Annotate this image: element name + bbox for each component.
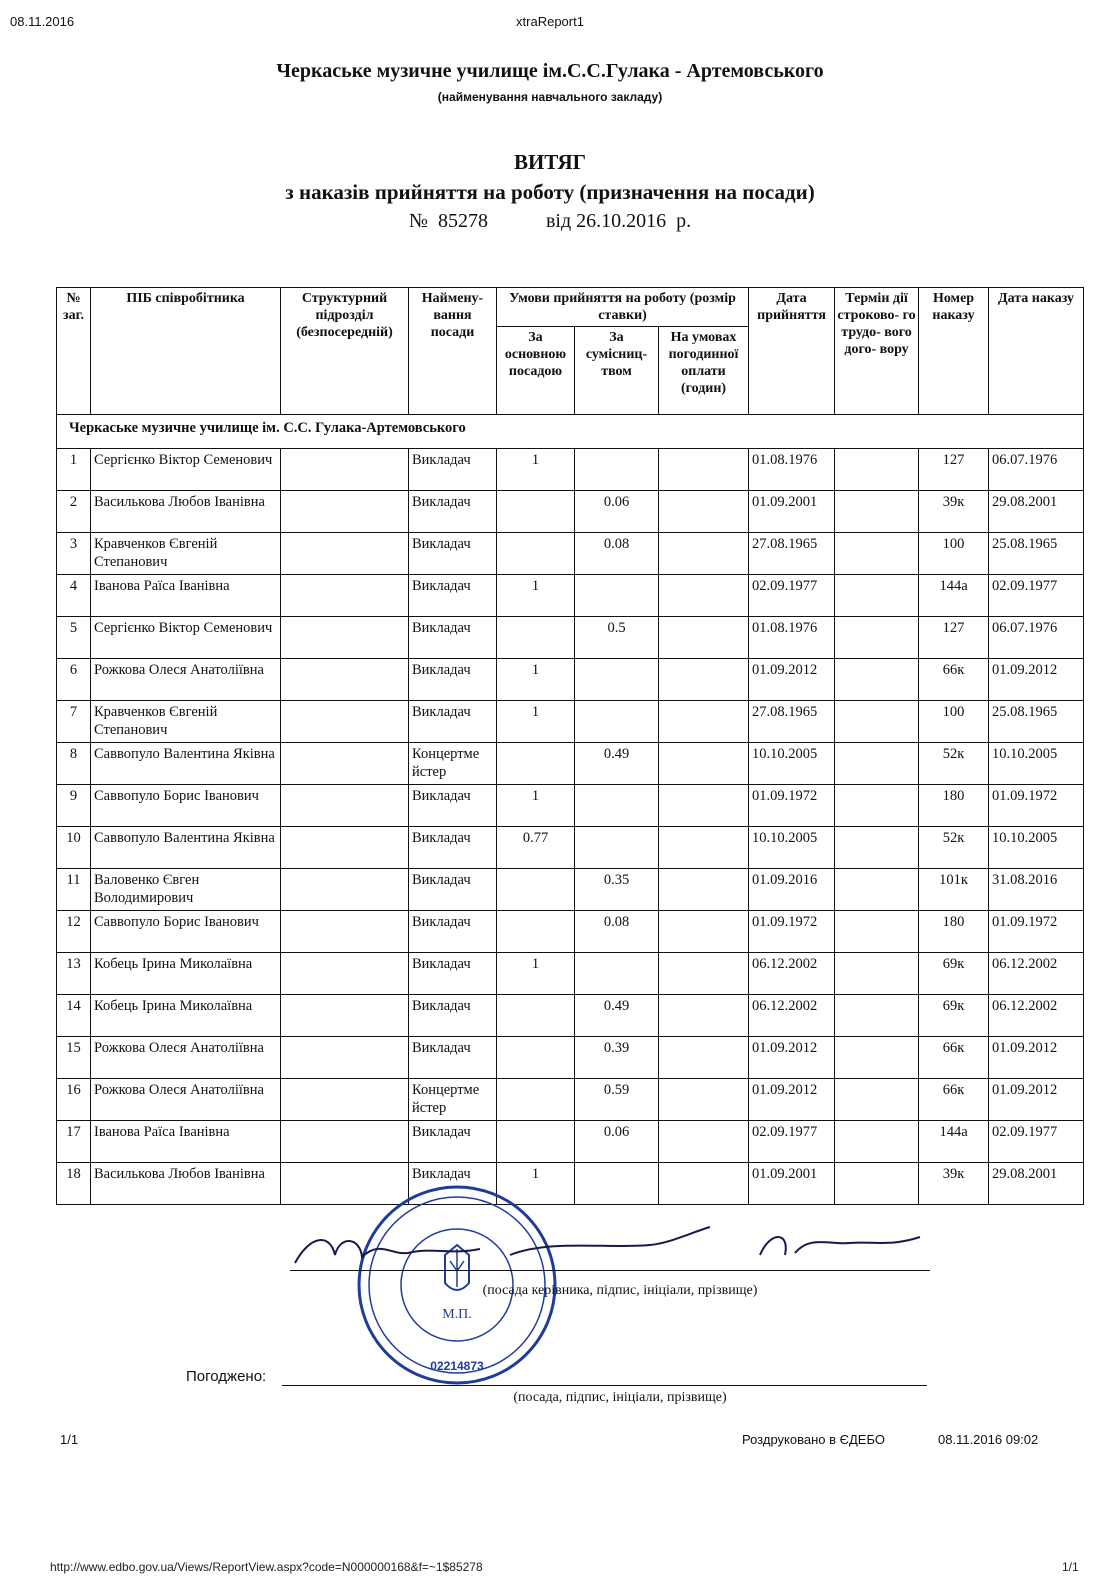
date-suffix: р. (676, 210, 692, 232)
header-name: ПІБ співробітника (91, 288, 281, 415)
unit-cell (281, 827, 409, 869)
printed-at: 08.11.2016 09:02 (938, 1432, 1039, 1447)
table-row (57, 617, 1084, 659)
employee-name: Рожкова Олеся Анатоліївна (91, 1079, 281, 1121)
unit-cell (281, 701, 409, 743)
position-cell: Концертме йстер (409, 1079, 497, 1121)
position-cell: Викладач (409, 701, 497, 743)
unit-cell (281, 617, 409, 659)
row-number: 2 (57, 491, 91, 533)
employee-name: Рожкова Олеся Анатоліївна (91, 1037, 281, 1079)
hire-date-cell: 27.08.1965 (749, 533, 835, 575)
row-number: 17 (57, 1121, 91, 1163)
row-number: 9 (57, 785, 91, 827)
order-date-cell: 25.08.1965 (989, 701, 1084, 743)
part-time-rate-cell (575, 575, 659, 617)
document-number-line (0, 210, 1100, 233)
order-number-cell: 39к (919, 1163, 989, 1205)
position-cell: Викладач (409, 659, 497, 701)
position-cell: Концертме йстер (409, 743, 497, 785)
unit-cell (281, 575, 409, 617)
hire-date-cell: 01.09.2001 (749, 1163, 835, 1205)
header-num: № заг. (57, 288, 91, 415)
term-cell (835, 449, 919, 491)
part-time-rate-cell: 0.5 (575, 617, 659, 659)
employee-name: Саввопуло Валентина Яківна (91, 743, 281, 785)
position-cell: Викладач (409, 953, 497, 995)
table-row (57, 449, 1084, 491)
order-date-cell: 06.07.1976 (989, 617, 1084, 659)
hire-date-cell: 06.12.2002 (749, 953, 835, 995)
employee-name: Кравченков Євгеній Степанович (91, 533, 281, 575)
hourly-cell (659, 1163, 749, 1205)
hire-date-cell: 06.12.2002 (749, 995, 835, 1037)
footer-page-number: 1/1 (1062, 1560, 1079, 1574)
main-rate-cell: 0.77 (497, 827, 575, 869)
main-rate-cell (497, 491, 575, 533)
hire-date-cell: 01.08.1976 (749, 449, 835, 491)
order-number-cell: 66к (919, 1037, 989, 1079)
unit-cell (281, 1079, 409, 1121)
document-title: ВИТЯГ (513, 150, 587, 174)
term-cell (835, 533, 919, 575)
term-cell (835, 1121, 919, 1163)
order-date-cell: 01.09.1972 (989, 911, 1084, 953)
document-subtitle: з наказів прийняття на роботу (призначення на посади) (285, 180, 815, 204)
employee-name: Кобець Ірина Миколаївна (91, 995, 281, 1037)
order-number-cell: 69к (919, 995, 989, 1037)
order-number-cell: 100 (919, 533, 989, 575)
header-order-no: Номер наказу (919, 288, 989, 415)
main-rate-cell: 1 (497, 785, 575, 827)
header-main: За основною посадою (497, 327, 575, 415)
term-cell (835, 785, 919, 827)
order-date-cell: 02.09.1977 (989, 575, 1084, 617)
row-number: 10 (57, 827, 91, 869)
part-time-rate-cell: 0.35 (575, 869, 659, 911)
employee-name: Сергієнко Віктор Семенович (91, 617, 281, 659)
row-number: 5 (57, 617, 91, 659)
order-date-cell: 01.09.1972 (989, 785, 1084, 827)
institution-name: Черкаське музичне училище ім.С.С.Гулака - Артемовського (276, 60, 824, 82)
signature-handwriting (290, 1225, 930, 1270)
term-cell (835, 869, 919, 911)
order-number-cell: 52к (919, 743, 989, 785)
header-position: Наймену- вання посади (409, 288, 497, 415)
position-cell: Викладач (409, 1037, 497, 1079)
term-cell (835, 827, 919, 869)
order-date-cell: 31.08.2016 (989, 869, 1084, 911)
order-date-cell: 10.10.2005 (989, 827, 1084, 869)
unit-cell (281, 995, 409, 1037)
order-number-cell: 100 (919, 701, 989, 743)
employee-name: Саввопуло Борис Іванович (91, 785, 281, 827)
order-date-cell: 01.09.2012 (989, 659, 1084, 701)
order-number-cell: 144а (919, 1121, 989, 1163)
signature-area (290, 1225, 930, 1270)
table-row (57, 575, 1084, 617)
document-number: 85278 (437, 210, 488, 232)
part-time-rate-cell (575, 449, 659, 491)
stamp-code: 02214873 (430, 1359, 484, 1373)
signature-caption: (посада керівника, підпис, ініціали, прізвище) (482, 1283, 758, 1298)
row-number: 18 (57, 1163, 91, 1205)
extract-table (56, 287, 1084, 1205)
term-cell (835, 701, 919, 743)
order-date-cell: 06.12.2002 (989, 953, 1084, 995)
term-cell (835, 743, 919, 785)
hourly-cell (659, 743, 749, 785)
term-cell (835, 659, 919, 701)
employee-name: Сергієнко Віктор Семенович (91, 449, 281, 491)
order-number-cell: 180 (919, 911, 989, 953)
table-row (57, 743, 1084, 785)
row-number: 4 (57, 575, 91, 617)
part-time-rate-cell: 0.06 (575, 491, 659, 533)
order-date-cell: 29.08.2001 (989, 491, 1084, 533)
position-cell: Викладач (409, 869, 497, 911)
row-number: 16 (57, 1079, 91, 1121)
print-header (0, 14, 1100, 34)
hourly-cell (659, 575, 749, 617)
section-row (57, 415, 1084, 449)
term-cell (835, 911, 919, 953)
hire-date-cell: 27.08.1965 (749, 701, 835, 743)
print-date: 08.11.2016 (10, 14, 75, 29)
employee-name: Валовенко Євген Володимирович (91, 869, 281, 911)
order-date-cell: 29.08.2001 (989, 1163, 1084, 1205)
order-number-cell: 101к (919, 869, 989, 911)
hourly-cell (659, 617, 749, 659)
main-rate-cell: 1 (497, 701, 575, 743)
unit-cell (281, 785, 409, 827)
hire-date-cell: 02.09.1977 (749, 575, 835, 617)
part-time-rate-cell (575, 785, 659, 827)
part-time-rate-cell: 0.59 (575, 1079, 659, 1121)
unit-cell (281, 491, 409, 533)
header-term: Термін дії строково- го трудо- вого дого- вору (835, 288, 919, 415)
unit-cell (281, 911, 409, 953)
table-row (57, 701, 1084, 743)
row-number: 14 (57, 995, 91, 1037)
table-row (57, 659, 1084, 701)
hourly-cell (659, 785, 749, 827)
main-rate-cell (497, 533, 575, 575)
section-title: Черкаське музичне училище ім. С.С. Гулака-Артемовського (57, 415, 1084, 449)
hire-date-cell: 01.09.2012 (749, 1037, 835, 1079)
hire-date-cell: 01.09.1972 (749, 911, 835, 953)
date-prefix: від (545, 210, 572, 232)
employee-name: Рожкова Олеся Анатоліївна (91, 659, 281, 701)
term-cell (835, 953, 919, 995)
unit-cell (281, 533, 409, 575)
agreed-label: Погоджено: (186, 1368, 267, 1385)
hourly-cell (659, 911, 749, 953)
table-row (57, 785, 1084, 827)
part-time-rate-cell (575, 953, 659, 995)
table-row (57, 995, 1084, 1037)
row-number: 1 (57, 449, 91, 491)
unit-cell (281, 449, 409, 491)
number-prefix: № (408, 210, 428, 232)
hourly-cell (659, 827, 749, 869)
header-conditions: Умови прийняття на роботу (розмір ставки) (497, 288, 749, 327)
table-row (57, 953, 1084, 995)
order-number-cell: 66к (919, 1079, 989, 1121)
term-cell (835, 995, 919, 1037)
agreed-caption: (посада, підпис, ініціали, прізвище) (513, 1390, 727, 1405)
document-date: 26.10.2016 (576, 210, 667, 232)
hourly-cell (659, 701, 749, 743)
term-cell (835, 575, 919, 617)
term-cell (835, 617, 919, 659)
hire-date-cell: 01.09.2012 (749, 659, 835, 701)
employee-name: Саввопуло Борис Іванович (91, 911, 281, 953)
unit-cell (281, 1037, 409, 1079)
main-rate-cell (497, 995, 575, 1037)
main-rate-cell (497, 617, 575, 659)
order-number-cell: 66к (919, 659, 989, 701)
position-cell: Викладач (409, 617, 497, 659)
employee-name: Саввопуло Валентина Яківна (91, 827, 281, 869)
main-rate-cell: 1 (497, 449, 575, 491)
table-row (57, 911, 1084, 953)
unit-cell (281, 869, 409, 911)
position-cell: Викладач (409, 1121, 497, 1163)
main-rate-cell: 1 (497, 1163, 575, 1205)
row-number: 13 (57, 953, 91, 995)
employee-name: Василькова Любов Іванівна (91, 491, 281, 533)
row-number: 11 (57, 869, 91, 911)
main-rate-cell (497, 1121, 575, 1163)
order-date-cell: 06.07.1976 (989, 449, 1084, 491)
main-rate-cell (497, 1079, 575, 1121)
main-rate-cell (497, 911, 575, 953)
row-number: 15 (57, 1037, 91, 1079)
table-row (57, 869, 1084, 911)
position-cell: Викладач (409, 785, 497, 827)
unit-cell (281, 743, 409, 785)
order-number-cell: 52к (919, 827, 989, 869)
part-time-rate-cell (575, 659, 659, 701)
header-unit: Структурний підрозділ (безпосередній) (281, 288, 409, 415)
position-cell: Викладач (409, 491, 497, 533)
term-cell (835, 491, 919, 533)
table-row (57, 1163, 1084, 1205)
hire-date-cell: 01.09.2012 (749, 1079, 835, 1121)
position-cell: Викладач (409, 911, 497, 953)
part-time-rate-cell: 0.08 (575, 911, 659, 953)
order-date-cell: 01.09.2012 (989, 1079, 1084, 1121)
table-row (57, 1079, 1084, 1121)
hire-date-cell: 01.09.2016 (749, 869, 835, 911)
main-rate-cell: 1 (497, 575, 575, 617)
table-row (57, 533, 1084, 575)
position-cell: Викладач (409, 533, 497, 575)
position-cell: Викладач (409, 827, 497, 869)
stamp-center-text: М.П. (442, 1307, 472, 1322)
hire-date-cell: 01.09.1972 (749, 785, 835, 827)
position-cell: Викладач (409, 449, 497, 491)
table-row (57, 1121, 1084, 1163)
row-number: 3 (57, 533, 91, 575)
institution-caption: (найменування навчального закладу) (437, 90, 663, 104)
order-number-cell: 39к (919, 491, 989, 533)
hire-date-cell: 10.10.2005 (749, 743, 835, 785)
part-time-rate-cell: 0.06 (575, 1121, 659, 1163)
hourly-cell (659, 1079, 749, 1121)
employee-name: Кравченков Євгеній Степанович (91, 701, 281, 743)
hourly-cell (659, 659, 749, 701)
row-number: 12 (57, 911, 91, 953)
part-time-rate-cell (575, 827, 659, 869)
order-date-cell: 06.12.2002 (989, 995, 1084, 1037)
unit-cell (281, 953, 409, 995)
printed-label: Роздруковано в ЄДЕБО (742, 1432, 885, 1447)
position-cell: Викладач (409, 1163, 497, 1205)
order-number-cell: 127 (919, 617, 989, 659)
report-url-link[interactable]: http://www.edbo.gov.ua/Views/ReportView.aspx?code=N000000168&f=~1$85278 (50, 1560, 483, 1574)
unit-cell (281, 659, 409, 701)
row-number: 8 (57, 743, 91, 785)
term-cell (835, 1037, 919, 1079)
report-title: xtraReport1 (516, 14, 584, 29)
hourly-cell (659, 533, 749, 575)
order-number-cell: 69к (919, 953, 989, 995)
part-time-rate-cell: 0.39 (575, 1037, 659, 1079)
order-date-cell: 02.09.1977 (989, 1121, 1084, 1163)
main-rate-cell (497, 869, 575, 911)
hourly-cell (659, 1121, 749, 1163)
header-part-time: За сумісниц- твом (575, 327, 659, 415)
employee-name: Іванова Раїса Іванівна (91, 1121, 281, 1163)
part-time-rate-cell: 0.08 (575, 533, 659, 575)
hourly-cell (659, 869, 749, 911)
employee-name: Кобець Ірина Миколаївна (91, 953, 281, 995)
table-row (57, 1037, 1084, 1079)
order-number-cell: 127 (919, 449, 989, 491)
hourly-cell (659, 449, 749, 491)
position-cell: Викладач (409, 575, 497, 617)
hourly-cell (659, 953, 749, 995)
table-row (57, 491, 1084, 533)
term-cell (835, 1079, 919, 1121)
header-hire-date: Дата прийняття (749, 288, 835, 415)
row-number: 6 (57, 659, 91, 701)
hire-date-cell: 10.10.2005 (749, 827, 835, 869)
order-number-cell: 144а (919, 575, 989, 617)
part-time-rate-cell (575, 701, 659, 743)
main-rate-cell: 1 (497, 659, 575, 701)
order-date-cell: 10.10.2005 (989, 743, 1084, 785)
page-number: 1/1 (60, 1432, 79, 1447)
hourly-cell (659, 491, 749, 533)
signature-line (290, 1270, 930, 1271)
order-date-cell: 01.09.2012 (989, 1037, 1084, 1079)
table-body (57, 415, 1084, 1205)
part-time-rate-cell (575, 1163, 659, 1205)
hourly-cell (659, 995, 749, 1037)
part-time-rate-cell: 0.49 (575, 743, 659, 785)
order-number-cell: 180 (919, 785, 989, 827)
row-number: 7 (57, 701, 91, 743)
header-hourly: На умовах погодинної оплати (годин) (659, 327, 749, 415)
agreed-line (282, 1385, 927, 1386)
part-time-rate-cell: 0.49 (575, 995, 659, 1037)
main-rate-cell (497, 1037, 575, 1079)
main-rate-cell (497, 743, 575, 785)
main-rate-cell: 1 (497, 953, 575, 995)
unit-cell (281, 1121, 409, 1163)
header-order-date: Дата наказу (989, 288, 1084, 415)
table-row (57, 827, 1084, 869)
term-cell (835, 1163, 919, 1205)
hire-date-cell: 01.08.1976 (749, 617, 835, 659)
hourly-cell (659, 1037, 749, 1079)
hire-date-cell: 01.09.2001 (749, 491, 835, 533)
order-date-cell: 25.08.1965 (989, 533, 1084, 575)
hire-date-cell: 02.09.1977 (749, 1121, 835, 1163)
employee-name: Іванова Раїса Іванівна (91, 575, 281, 617)
position-cell: Викладач (409, 995, 497, 1037)
employee-name: Василькова Любов Іванівна (91, 1163, 281, 1205)
